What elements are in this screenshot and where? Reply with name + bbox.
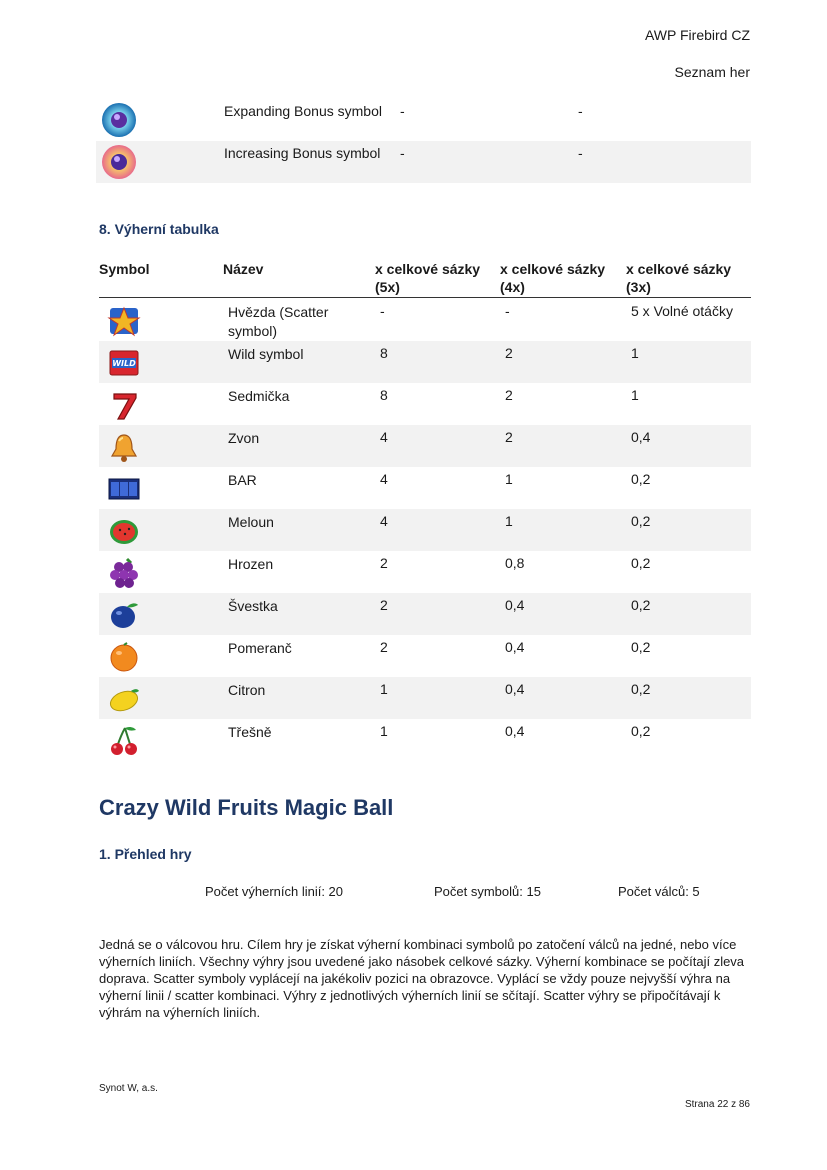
bonus-value-2: -	[578, 103, 583, 119]
payout-3x: 0,2	[631, 639, 651, 655]
payout-3x: 5 x Volné otáčky	[631, 303, 733, 319]
table-row	[99, 677, 751, 719]
column-header-name: Název	[223, 261, 264, 277]
symbol-name: Citron	[228, 682, 266, 698]
bonus-value-1: -	[400, 145, 405, 161]
payout-3x: 0,2	[631, 597, 651, 613]
payout-3x: 0,2	[631, 555, 651, 571]
bonus-value-1: -	[400, 103, 405, 119]
payout-4x: 1	[505, 513, 513, 529]
lemon-icon	[107, 683, 141, 715]
payout-4x: 1	[505, 471, 513, 487]
game-description: Jedná se o válcovou hru. Cílem hry je získat výherní kombinaci symbolů po zatočení válců na jedné, nebo více výherních liniích. Všechny výhry jsou uvedené jako násobek celkové sázky. Výherní kombinace se počítají zleva doprava. Scatter symboly vyplácejí na jakékoliv pozici na obrazovce. Vyplácí se vždy pouze nejvyšší výhra na výherní linii / scatter kombinaci. Výhry z jednotlivých výherních linií se sčítají. Scatter výhry se připočítávají k výhrám na výherních liniích.	[99, 937, 745, 1020]
bonus-name: Expanding Bonus symbol	[224, 103, 382, 119]
table-row	[99, 593, 751, 635]
payout-4x: 0,4	[505, 639, 525, 655]
increasing-bonus-orb-icon	[100, 143, 138, 181]
watermelon-icon	[107, 515, 141, 547]
payout-3x: 0,2	[631, 513, 651, 529]
payout-4x: 0,4	[505, 597, 525, 613]
stat-symbols: Počet symbolů: 15	[434, 884, 541, 899]
payout-5x: 1	[380, 681, 388, 697]
stat-reels: Počet válců: 5	[618, 884, 700, 899]
payout-5x: -	[380, 303, 385, 319]
payout-5x: 8	[380, 345, 388, 361]
table-row	[99, 467, 751, 509]
table-row	[99, 299, 751, 341]
table-row	[99, 341, 751, 383]
table-row	[99, 383, 751, 425]
bonus-row-expanding	[96, 99, 751, 141]
symbol-name: Švestka	[228, 598, 278, 614]
table-header-rule	[99, 297, 751, 298]
column-header-4x: x celkové sázky (4x)	[500, 261, 606, 295]
payout-3x: 0,2	[631, 723, 651, 739]
payout-3x: 0,4	[631, 429, 651, 445]
symbol-name: Sedmička	[228, 388, 290, 404]
payout-4x: 2	[505, 429, 513, 445]
symbol-name: Hrozen	[228, 556, 274, 572]
star-scatter-icon	[107, 305, 141, 337]
symbol-name: Třešně	[228, 724, 272, 740]
column-header-3x: x celkové sázky (3x)	[626, 261, 732, 295]
payout-3x: 1	[631, 345, 639, 361]
symbol-name: Wild symbol	[228, 346, 304, 362]
bonus-row-increasing	[96, 141, 751, 183]
payout-5x: 8	[380, 387, 388, 403]
payout-3x: 0,2	[631, 471, 651, 487]
symbol-name: Meloun	[228, 514, 274, 530]
table-row	[99, 635, 751, 677]
payout-5x: 2	[380, 639, 388, 655]
seven-icon	[107, 389, 141, 421]
payout-5x: 4	[380, 471, 388, 487]
overview-heading: 1. Přehled hry	[99, 846, 192, 862]
payout-5x: 4	[380, 429, 388, 445]
header-section-title: Seznam her	[674, 64, 750, 80]
column-header-5x: x celkové sázky (5x)	[375, 261, 481, 295]
symbol-name: Pomeranč	[228, 640, 292, 656]
wild-icon	[107, 347, 141, 379]
payout-5x: 1	[380, 723, 388, 739]
paytable-heading: 8. Výherní tabulka	[99, 221, 219, 237]
payout-4x: 0,4	[505, 723, 525, 739]
svg-text:WILD: WILD	[112, 359, 136, 368]
payout-4x: 0,8	[505, 555, 525, 571]
payout-3x: 0,2	[631, 681, 651, 697]
symbol-name: BAR	[228, 472, 257, 488]
payout-4x: 2	[505, 387, 513, 403]
table-row	[99, 509, 751, 551]
column-header-symbol: Symbol	[99, 261, 150, 277]
payout-5x: 2	[380, 555, 388, 571]
symbol-name: Hvězda (Scatter symbol)	[228, 304, 329, 339]
expanding-bonus-orb-icon	[100, 101, 138, 139]
symbol-name: Zvon	[228, 430, 260, 446]
plum-icon	[107, 599, 141, 631]
payout-4x: 2	[505, 345, 513, 361]
grapes-icon	[107, 557, 141, 589]
bar-icon	[107, 473, 141, 505]
footer-company: Synot W, a.s.	[99, 1083, 158, 1094]
footer-page-number: Strana 22 z 86	[684, 1099, 750, 1110]
payout-5x: 4	[380, 513, 388, 529]
table-row	[99, 551, 751, 593]
payout-5x: 2	[380, 597, 388, 613]
header-document-title: AWP Firebird CZ	[644, 27, 750, 43]
orange-icon	[107, 641, 141, 673]
cherries-icon	[107, 725, 141, 757]
stat-paylines: Počet výherních linií: 20	[205, 884, 344, 899]
payout-4x: -	[505, 303, 510, 319]
bonus-value-2: -	[578, 145, 583, 161]
table-row	[99, 719, 751, 761]
bell-icon	[107, 431, 141, 463]
game-title: Crazy Wild Fruits Magic Ball	[99, 795, 394, 820]
payout-3x: 1	[631, 387, 639, 403]
payout-4x: 0,4	[505, 681, 525, 697]
table-row	[99, 425, 751, 467]
bonus-name: Increasing Bonus symbol	[224, 145, 381, 161]
